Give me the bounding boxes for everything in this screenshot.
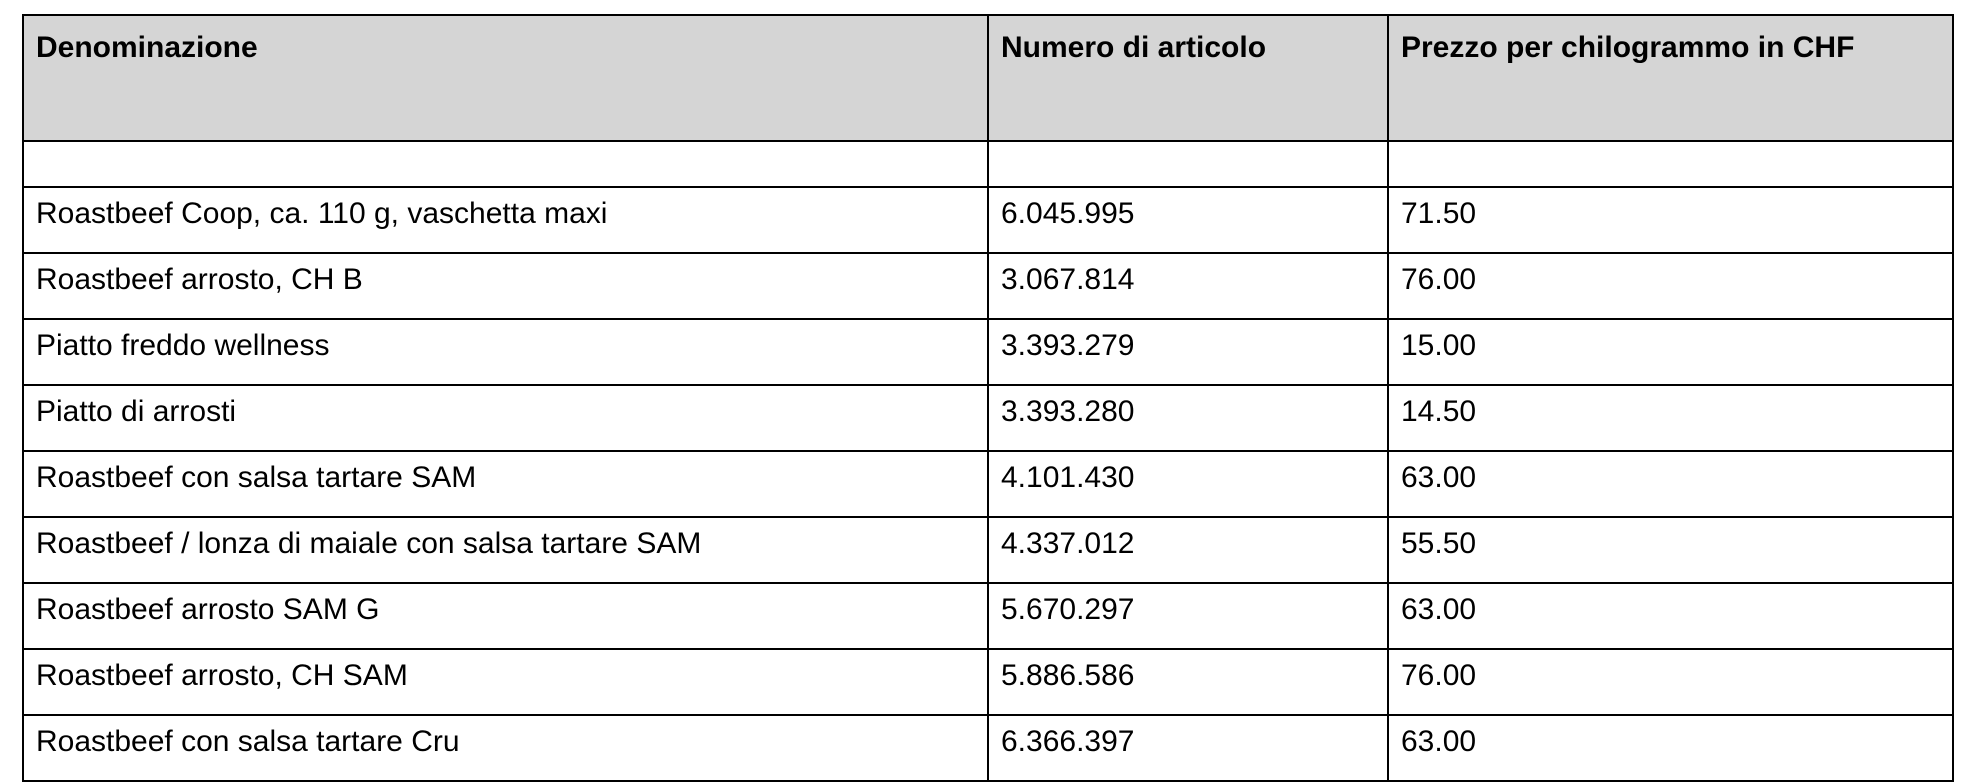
table-row (23, 187, 1953, 253)
cell-numero (988, 141, 1388, 187)
cell-prezzo: 14.50 (1388, 385, 1953, 451)
table-row (23, 141, 1953, 187)
cell-prezzo: 63.00 (1388, 715, 1953, 781)
product-price-table (22, 14, 1954, 782)
cell-numero: 4.101.430 (988, 451, 1388, 517)
table-row (23, 385, 1953, 451)
cell-numero: 3.067.814 (988, 253, 1388, 319)
cell-numero: 5.886.586 (988, 649, 1388, 715)
cell-denominazione: Roastbeef arrosto, CH SAM (23, 649, 988, 715)
cell-prezzo: 71.50 (1388, 187, 1953, 253)
cell-prezzo: 76.00 (1388, 253, 1953, 319)
cell-numero: 4.337.012 (988, 517, 1388, 583)
cell-prezzo: 63.00 (1388, 583, 1953, 649)
cell-prezzo (1388, 141, 1953, 187)
column-header-numero-di-articolo: Numero di articolo (988, 15, 1388, 141)
column-header-prezzo-per-chilogrammo: Prezzo per chilogrammo in CHF (1388, 15, 1953, 141)
cell-denominazione: Piatto freddo wellness (23, 319, 988, 385)
cell-denominazione: Roastbeef con salsa tartare Cru (23, 715, 988, 781)
cell-numero: 6.366.397 (988, 715, 1388, 781)
cell-numero: 3.393.279 (988, 319, 1388, 385)
table-body (23, 141, 1953, 781)
table-row (23, 517, 1953, 583)
cell-denominazione: Roastbeef / lonza di maiale con salsa tartare SAM (23, 517, 988, 583)
cell-prezzo: 15.00 (1388, 319, 1953, 385)
cell-prezzo: 63.00 (1388, 451, 1953, 517)
table-row (23, 253, 1953, 319)
cell-prezzo: 55.50 (1388, 517, 1953, 583)
table-header-row (23, 15, 1953, 141)
table-row (23, 319, 1953, 385)
cell-numero: 3.393.280 (988, 385, 1388, 451)
table-row (23, 451, 1953, 517)
cell-denominazione: Roastbeef Coop, ca. 110 g, vaschetta maxi (23, 187, 988, 253)
table-row (23, 715, 1953, 781)
table-header (23, 15, 1953, 141)
cell-numero: 5.670.297 (988, 583, 1388, 649)
column-header-denominazione: Denominazione (23, 15, 988, 141)
table-row (23, 583, 1953, 649)
cell-denominazione: Roastbeef arrosto SAM G (23, 583, 988, 649)
cell-denominazione: Piatto di arrosti (23, 385, 988, 451)
cell-denominazione (23, 141, 988, 187)
cell-numero: 6.045.995 (988, 187, 1388, 253)
cell-prezzo: 76.00 (1388, 649, 1953, 715)
cell-denominazione: Roastbeef con salsa tartare SAM (23, 451, 988, 517)
table-row (23, 649, 1953, 715)
cell-denominazione: Roastbeef arrosto, CH B (23, 253, 988, 319)
